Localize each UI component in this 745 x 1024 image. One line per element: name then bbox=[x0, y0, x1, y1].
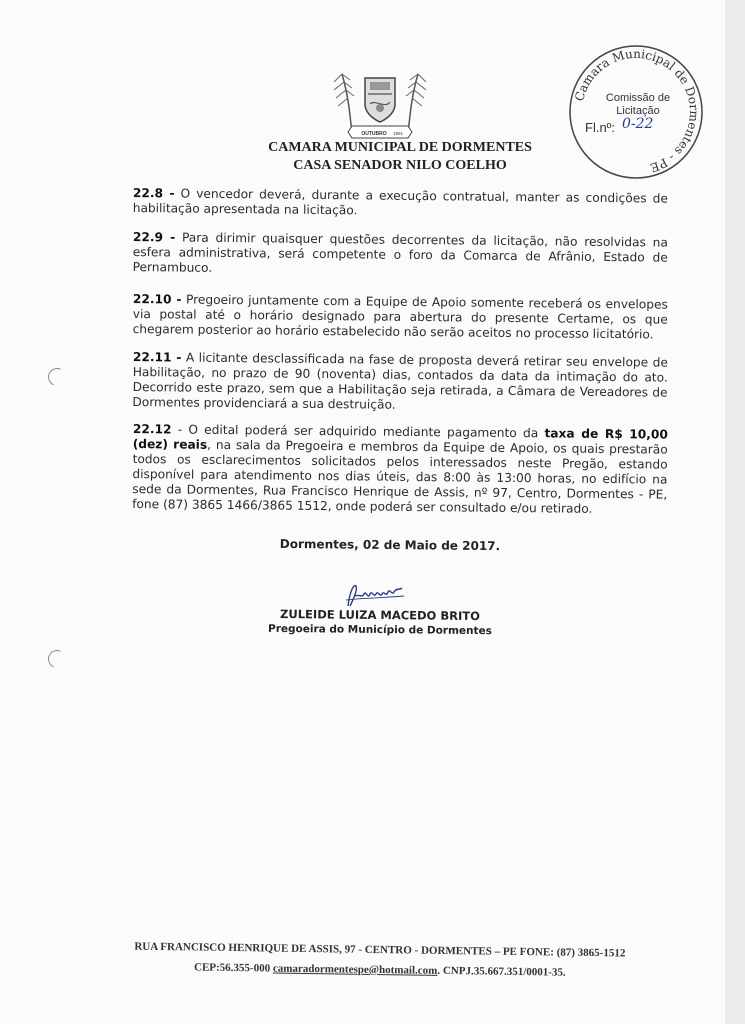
header-title-line2: CASA SENADOR NILO COELHO bbox=[293, 158, 507, 173]
header-title-line1: CAMARA MUNICIPAL DE DORMENTES bbox=[268, 140, 532, 155]
clause-number: 22.9 - bbox=[132, 230, 176, 245]
footer-address: RUA FRANCISCO HENRIQUE DE ASSIS, 97 - CENTRO - DORMENTES – PE FONE: (87) 3865-1512 bbox=[134, 940, 626, 960]
handwritten-signature-icon bbox=[342, 580, 412, 610]
stamp-center-line1: Comissão de bbox=[605, 92, 671, 104]
clause-number: 22.8 - bbox=[132, 186, 175, 201]
clause-text-before: - O edital poderá ser adquirido mediante pagamento da bbox=[171, 422, 545, 441]
signer-name: ZULEIDE LUIZA MACEDO BRITO bbox=[280, 606, 480, 624]
clause-text: Para dirimir quaisquer questões decorrentes da licitação, não resolvidas na esfera administrativa, será competente o foro da Comarca de Afrânio, Estado de Pernambuco. bbox=[132, 230, 668, 275]
clause-fee-text: taxa de R$ 10,00 (dez) reais bbox=[132, 426, 668, 452]
clause-22-10 bbox=[133, 292, 668, 343]
clause-text: Pregoeiro juntamente com a Equipe de Apoio somente receberá os envelopes via postal até o horário designado para abertura do presente Certame, os que chegarem posterior ao horário estabelecido não serão aceitos no processo licitatório. bbox=[132, 292, 668, 342]
stamp-center-line2: Licitação bbox=[616, 105, 660, 117]
date-line: Dormentes, 02 de Maio de 2017. bbox=[279, 536, 501, 554]
footer-cnpj: . CNPJ.35.667.351/0001-35. bbox=[437, 964, 566, 979]
clause-text-after: , na sala da Pregoeira e membros da Equipe de Apoio, os quais prestarão todos os esclarecimentos solicitados pelos interessados neste Pregão, estando disponível para atendimento nos dias úteis, das 8:00 às 13:00 horas, no edifício na sede da Dormentes, Rua Francisco Henrique de Assis, nº 97, Centro, Dormentes - PE, fone (87) 3865 1466/3865 1512, onde poderá ser consultado e/ou retirado. bbox=[132, 437, 668, 516]
crest-ribbon-text: OUTUBRO bbox=[361, 131, 387, 137]
footer-contact bbox=[90, 960, 670, 980]
clause-text: O vencedor deverá, durante a execução contratual, manter as condições de habilitação apresentada na licitação. bbox=[132, 186, 668, 218]
signer-role: Pregoeira do Município de Dormentes bbox=[267, 622, 492, 638]
footer-email-link[interactable]: camaradormentespe@hotmail.com bbox=[272, 962, 438, 977]
municipal-crest-icon bbox=[330, 64, 430, 144]
stamp-folio-label: Fl.nº: bbox=[585, 120, 616, 135]
clause-number: 22.12 bbox=[132, 422, 172, 437]
clause-22-11 bbox=[132, 350, 668, 416]
clause-number: 22.10 - bbox=[132, 292, 182, 307]
footer-cep: CEP:56.355-000 bbox=[193, 961, 273, 975]
stamp-folio-value: 0-22 bbox=[622, 116, 654, 132]
clause-22-9 bbox=[133, 230, 668, 281]
clause-22-12 bbox=[132, 422, 668, 518]
clause-number: 22.11 - bbox=[132, 350, 182, 365]
clause-22-8 bbox=[133, 186, 668, 222]
clause-text: A licitante desclassificada na fase de proposta deverá retirar seu envelope de Habilitação, no prazo de 90 (noventa) dias, contados da data da intimação do ato. Decorrido este prazo, sem que a Habilitação seja retirada, a Câmara de Vereadores de Dormentes providenciará a sua destruição. bbox=[132, 350, 668, 412]
punch-hole-icon bbox=[45, 647, 68, 670]
crest-year-text: 1991 bbox=[392, 131, 404, 136]
page-shadow-edge bbox=[725, 0, 745, 1024]
punch-hole-icon bbox=[45, 365, 68, 388]
stamp-ring-text: Camara Municipal de Dormentes - PE bbox=[572, 46, 702, 175]
